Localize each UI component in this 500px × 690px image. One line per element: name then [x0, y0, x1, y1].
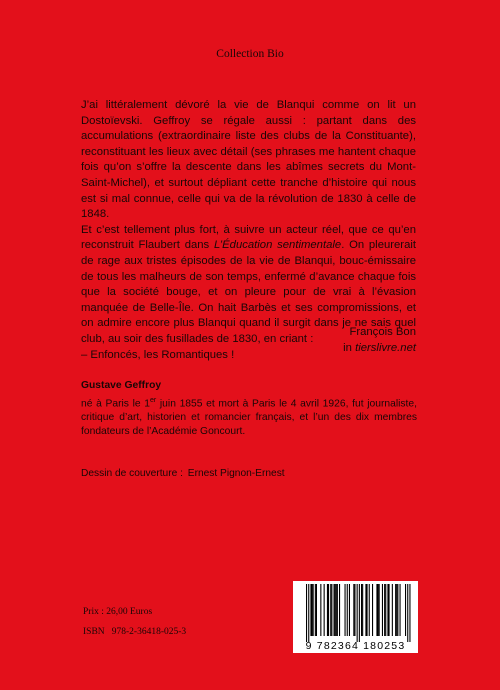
barcode-bar	[315, 584, 316, 636]
barcode-bar	[379, 584, 380, 636]
barcode-bar	[385, 584, 386, 636]
author-name: Gustave Geffroy	[81, 380, 162, 391]
credit-artist: Ernest Pignon-Ernest	[187, 468, 285, 479]
barcode-bar	[384, 584, 385, 636]
price: Prix : 26,00 Euros	[83, 607, 153, 617]
barcode-bar	[369, 584, 370, 636]
barcode-bar	[378, 584, 379, 636]
cover-credit	[81, 468, 285, 479]
bio-superscript: er	[150, 397, 157, 404]
barcode-bar	[327, 584, 328, 636]
signature-site: tierslivre.net	[355, 341, 416, 354]
barcode-bar	[397, 584, 398, 636]
barcode-number: 9 782364 180253	[305, 640, 406, 652]
barcode-bar	[312, 584, 313, 636]
isbn: ISBN 978-2-36418-025-3	[83, 627, 187, 637]
barcode-bar	[362, 584, 363, 636]
barcode-bar	[313, 584, 314, 636]
bio-text-end: juin 1855 et mort à Paris le 4 avril 1926, fut journaliste, critique d’art, historien et romancier français, et l’un des dix membres fondateurs de l’Académie Goncourt.	[81, 398, 418, 437]
barcode-bar	[347, 584, 348, 636]
barcode-bar	[308, 584, 309, 642]
barcode-bar	[316, 584, 317, 636]
barcode-bar	[361, 584, 362, 636]
barcode-bar	[324, 584, 325, 636]
barcode-bar	[337, 584, 338, 636]
barcode-bar	[400, 584, 401, 636]
blurb-paragraph-3: – Enfoncés, les Romantiques !	[81, 348, 235, 361]
bio-text-start: né à Paris le 1	[81, 398, 150, 410]
barcode-bar	[334, 584, 335, 636]
barcode-bar	[405, 584, 406, 636]
barcode-bar	[320, 584, 321, 636]
barcode-bar	[376, 584, 377, 636]
blurb-paragraph-2-start: Et c’est tellement plus fort, à suivre un acteur réel, que ce qu’en reconstruit Flaubert dans	[81, 223, 416, 252]
barcode-bar	[310, 584, 311, 636]
barcode-bar	[328, 584, 329, 636]
author-bio	[81, 394, 417, 439]
barcode-bar	[339, 584, 340, 636]
barcode-bar	[389, 584, 390, 636]
barcode-bar	[365, 584, 366, 636]
blurb-paragraph-1: J’ai littéralement dévoré la vie de Blanqui comme on lit un Dostoïevski. Geffroy se régale aussi : partant dans des accumulations (extraordinaire liste des clubs de la Constituante), reconstituant les lieux avec détail (ses phrases me hantent chaque fois qu’on s’offre la descente dans les abîmes secrets du Mont-Saint-Michel), et surtout dépliant cette tranche d’histoire qui nous est si mal connue, celle qui va de la révolution de 1830 à celle de 1848.	[81, 99, 416, 221]
barcode-bar	[407, 584, 408, 642]
barcode-bar	[372, 584, 373, 636]
barcode-bar	[335, 584, 336, 636]
barcode-bar	[306, 584, 307, 642]
barcode-bar	[357, 584, 358, 642]
barcode-bar	[354, 584, 355, 636]
barcode-bar	[367, 584, 368, 636]
signature-name: François Bon	[349, 326, 416, 338]
barcode-bar	[353, 584, 354, 636]
barcode-bar	[331, 584, 332, 636]
signature-site-line	[343, 341, 416, 357]
barcode-bar	[349, 584, 350, 636]
barcode-bar	[330, 584, 331, 636]
barcode-bar	[382, 584, 383, 636]
blurb-paragraph-2-end: . On pleurerait de rage aux tristes épisodes de la vie de Blanqui, bouc-émissaire de tous les malheurs de son temps, enfermé d’avance chaque fois que la société bouge, et on pleure pour de vrai à l’évasion manquée de Belle-Île. On hait Barbès et ses compromissions, et on admire encore plus Blanqui quand il surgit dans je ne sais quel club, au soir des fusillades de 1830, en criant :	[81, 239, 416, 345]
barcode-bar	[345, 584, 346, 636]
signature-in: in	[343, 341, 356, 354]
barcode-bar	[387, 584, 388, 636]
barcode-bar	[396, 584, 397, 636]
signature	[343, 325, 416, 356]
collection-name: Collection Bio	[216, 48, 284, 60]
barcode-bar	[392, 584, 393, 636]
blurb	[81, 98, 416, 363]
barcode	[293, 581, 418, 653]
barcode-bar	[409, 584, 410, 642]
barcode-bar	[359, 584, 360, 642]
barcode-bar	[336, 584, 337, 636]
barcode-bar	[395, 584, 396, 636]
book-title: L’Éducation sentimentale	[213, 239, 342, 252]
credit-label: Dessin de couverture :	[81, 468, 183, 479]
